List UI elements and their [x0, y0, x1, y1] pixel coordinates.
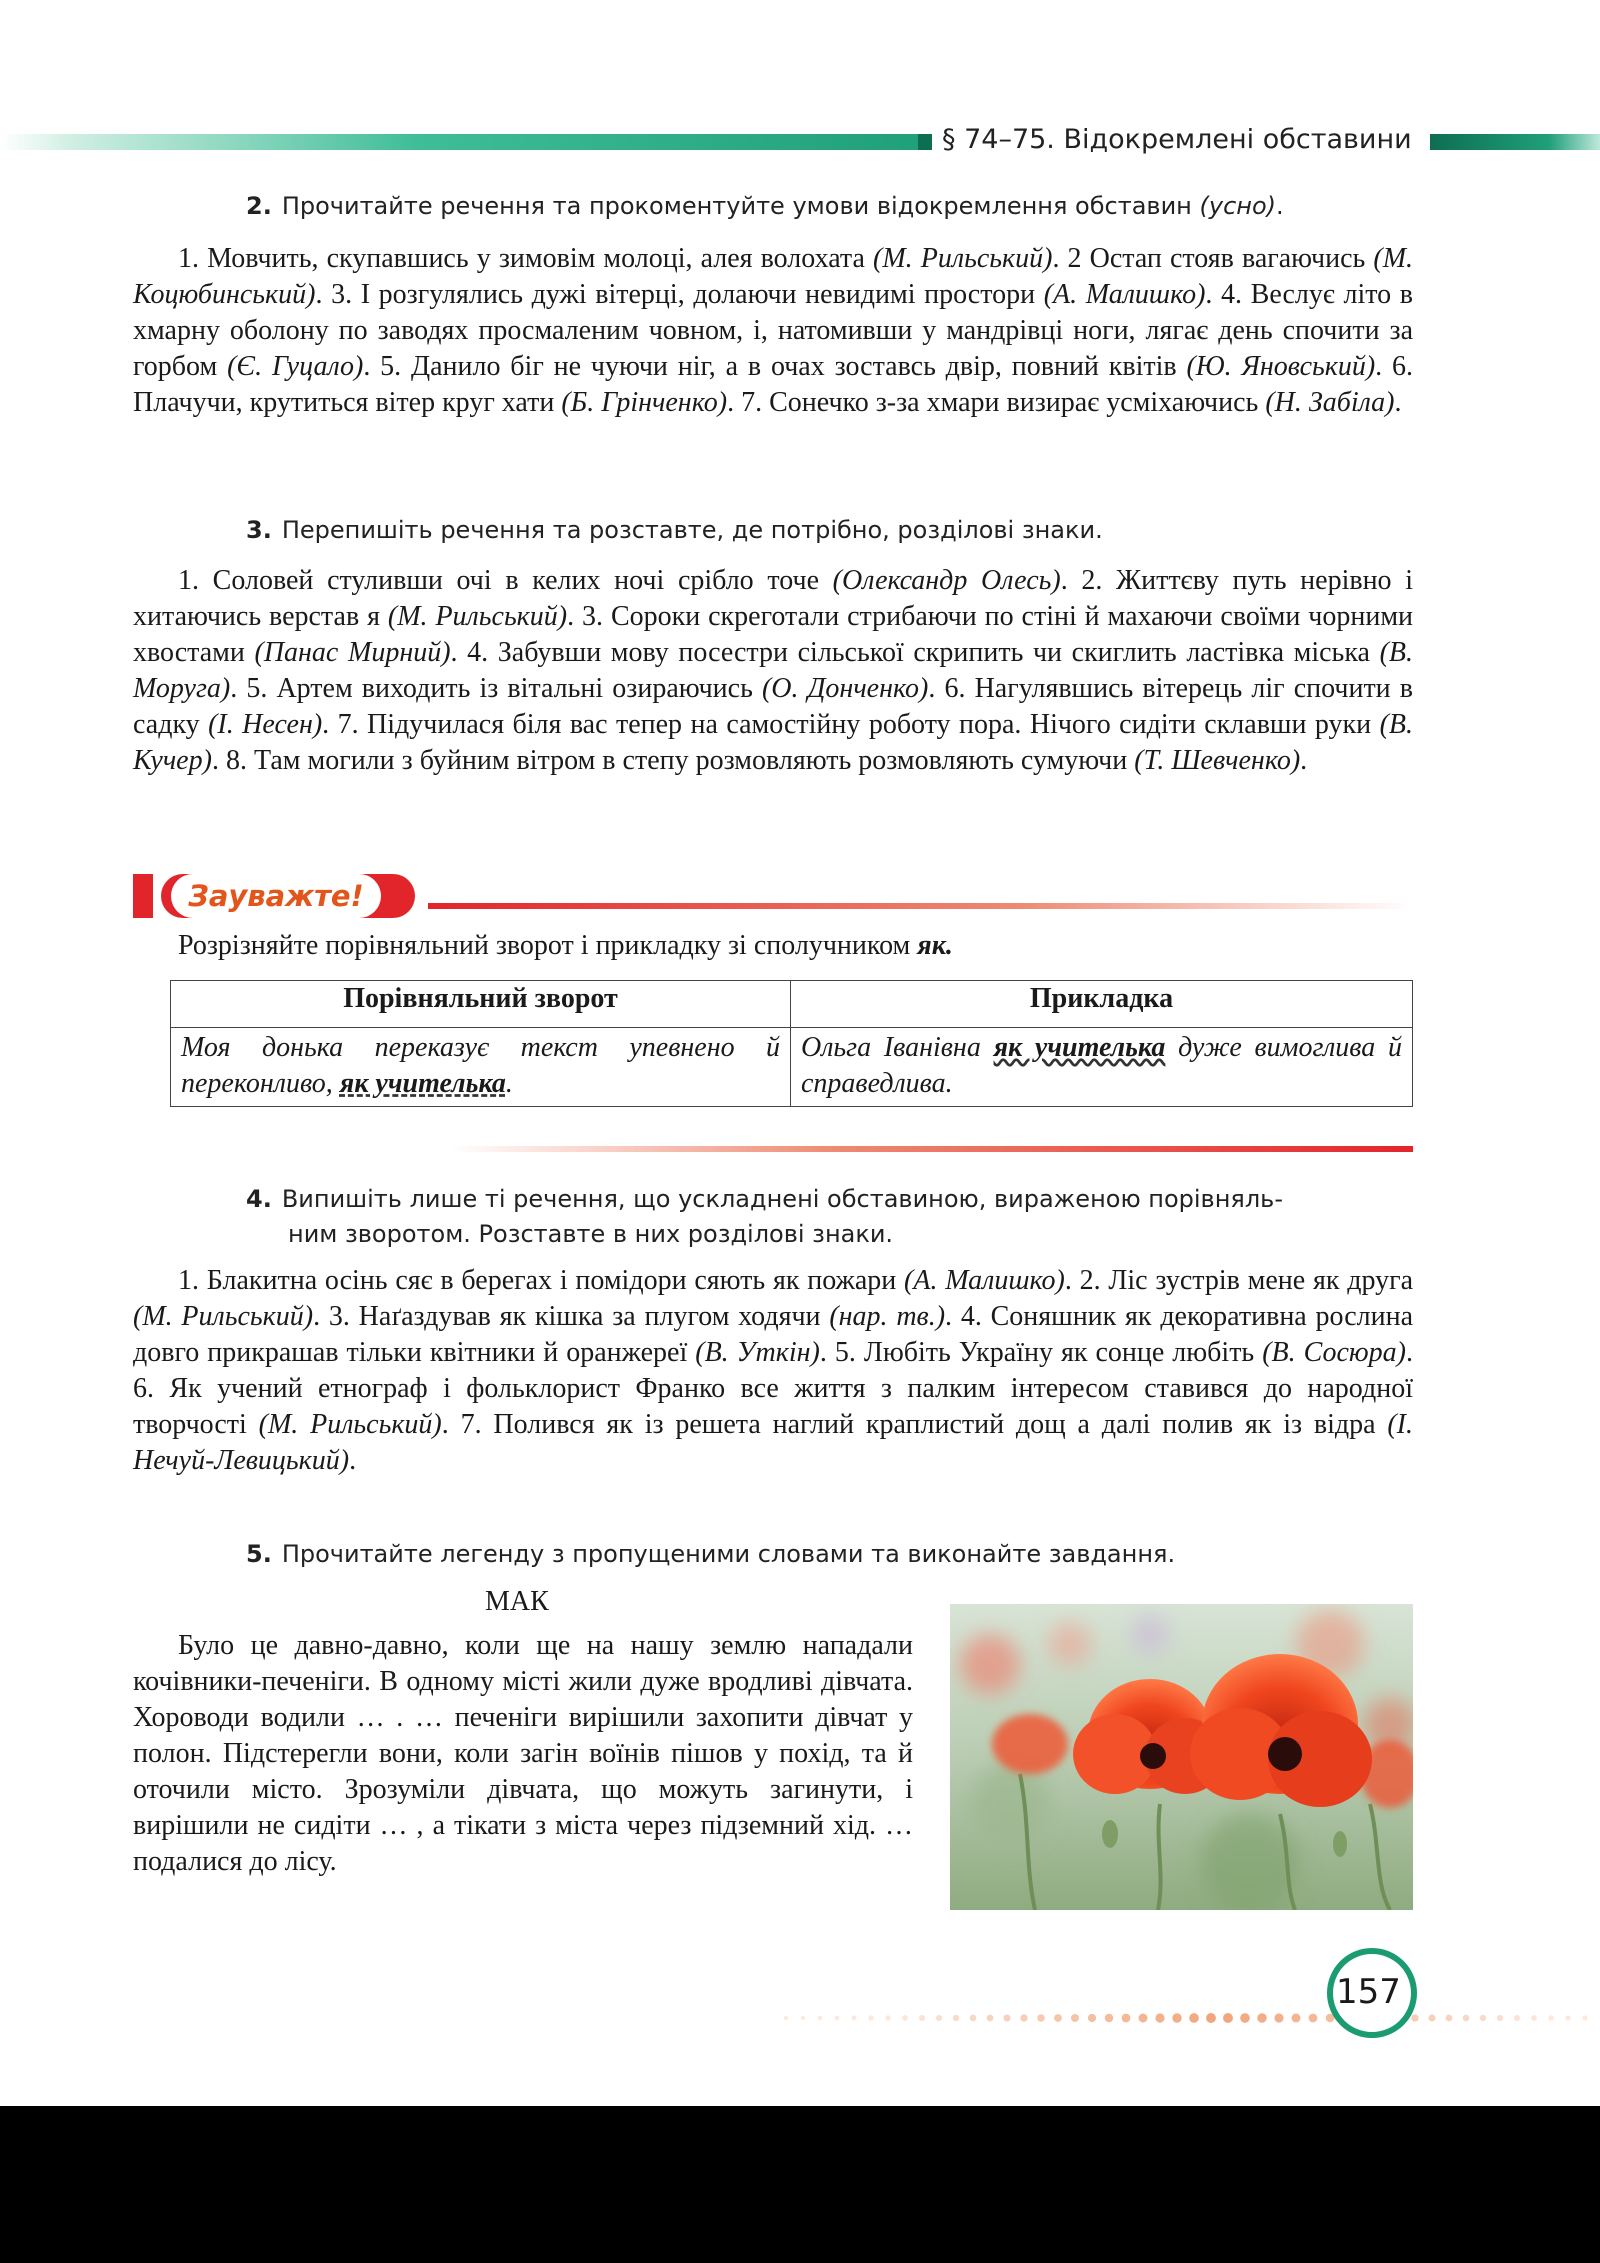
- footer-dot: [1122, 2014, 1131, 2023]
- footer-dot: [970, 2015, 977, 2022]
- task-end: .: [1276, 192, 1284, 220]
- sentence-text: 1. Соловей стуливши очі в келих ночі срібло точе: [178, 565, 833, 596]
- sentence-text: . 4. Веслує літо в хмарну оболону по заводях просмаленим човном, і, натомивши у мандрівці ноги, лягає день спочити за горбом: [133, 279, 1414, 382]
- sentence-text: . 3. І розгулялись дужі вітерці, долаючи невидимі простори: [315, 279, 1044, 310]
- cell-text: дуже вимоглива й справедлива.: [801, 1032, 1402, 1099]
- citation: (А. Малишко): [904, 1265, 1065, 1296]
- note-text: [178, 928, 953, 964]
- table-cell: [171, 1028, 791, 1107]
- sentence-text: . 8. Там могили з буйним вітром в степу розмовляють розмовляють сумуючи: [211, 745, 1135, 776]
- note-keyword: як: [917, 930, 946, 961]
- task-note: (усно): [1199, 192, 1276, 220]
- footer-dot: [1088, 2014, 1096, 2022]
- footer-dot: [1155, 2013, 1164, 2022]
- footer-dot: [818, 2016, 823, 2021]
- footer-dot: [1565, 2015, 1570, 2020]
- poppy-photo: [950, 1604, 1413, 1910]
- sentence-text: .: [349, 1445, 357, 1476]
- section-title: § 74–75. Відокремлені обставини: [942, 124, 1412, 155]
- header-bar-left: [0, 134, 928, 150]
- footer-dot: [1257, 2013, 1266, 2022]
- footer-dot: [1071, 2014, 1079, 2022]
- footer-dot: [1497, 2015, 1503, 2021]
- sentence-text: . 3. Сороки скреготали стрибаючи по стіні й махаючи своїми чорними хвостами: [133, 601, 1414, 668]
- note-sentence: Розрізняйте порівняльний зворот і прикладку зі сполучником: [178, 930, 911, 961]
- citation: (А. Малишко): [1043, 279, 1206, 310]
- sentence-text: . 2. Життєву путь нерівно і хитаючись верстав я: [133, 565, 1413, 632]
- legend-title: МАК: [485, 1586, 549, 1617]
- task-text: ним зворотом. Розставте в них розділові знаки.: [288, 1220, 894, 1248]
- footer-dot: [1463, 2015, 1470, 2022]
- note-divider: [428, 903, 1413, 909]
- table-row: [171, 1028, 1413, 1107]
- sentence-text: . 7. Підучилася біля вас тепер на самостійну роботу пора. Нічого сидіти склавши руки: [322, 709, 1380, 740]
- footer-dot: [936, 2015, 942, 2021]
- footer-dot: [919, 2015, 925, 2021]
- citation: (М. Коцюбинський): [133, 243, 1414, 310]
- task-3-instruction: [246, 513, 1103, 548]
- footer-dot: [868, 2015, 873, 2020]
- page-number: 157: [1336, 1972, 1401, 2012]
- header-marker: [918, 134, 932, 150]
- note-end: .: [945, 930, 953, 961]
- task-text: Прочитайте легенду з пропущеними словами та виконайте завдання.: [281, 1540, 1176, 1568]
- footer-dot: [1480, 2015, 1486, 2021]
- sentence-text: . 5. Любіть Україну як сонце любіть: [819, 1337, 1263, 1368]
- footer-dot: [784, 2016, 788, 2020]
- sentence-text: . 5. Артем виходить із вітальні озираючись: [230, 673, 762, 704]
- footer-dot: [1240, 2013, 1250, 2023]
- citation: (В. Моруга): [133, 637, 1413, 704]
- citation: (Є. Гуцало): [227, 351, 364, 382]
- sentence-text: .: [1300, 745, 1308, 776]
- note-badge: [133, 874, 415, 918]
- task-5-instruction: [246, 1537, 1175, 1572]
- footer-dot: [1172, 2013, 1181, 2022]
- sentence-text: . 6. Як учений етнограф і фольклорист Франко все життя з палким інтересом ставився до народної творчості: [133, 1337, 1413, 1440]
- citation: (М. Рильський): [133, 1301, 314, 1332]
- table-header-cell: Прикладка: [791, 981, 1413, 1028]
- footer-dot: [1037, 2014, 1045, 2022]
- footer-dot: [902, 2015, 908, 2021]
- citation: (нар. тв.): [829, 1301, 946, 1332]
- footer-dot: [1274, 2013, 1283, 2022]
- footer-dot: [1189, 2013, 1199, 2023]
- sentence-text: . 7. Полився як із решета наглий краплистий дощ а далі полив як із відра: [441, 1409, 1388, 1440]
- footer-dot: [1411, 2014, 1418, 2021]
- task-4-instruction: [246, 1182, 1283, 1252]
- sentence-text: . 6. Плачучи, крутиться вітер круг хати: [133, 351, 1414, 418]
- footer-dot: [801, 2016, 805, 2020]
- sentence-text: . 4. Соняшник як декоративна рослина довго прикрашав тільки квітники й оранжереї: [133, 1301, 1414, 1368]
- citation: (Н. Забіла): [1265, 387, 1395, 418]
- table-cell: [791, 1028, 1413, 1107]
- task-number: 4.: [246, 1185, 272, 1213]
- table-divider: [450, 1146, 1413, 1152]
- sentence-text: 1. Мовчить, скупавшись у зимовім молоці, алея волохата: [178, 243, 874, 274]
- legend-text: Було це давно-давно, коли ще на нашу землю нападали кочівники-печеніги. В одному місті жили дуже вродливі дівчата. Хороводи водили … . … печеніги вирішили захопити дівчат у полон. Підстерегли вони, коли загін воїнів пішов у похід, та й оточили місто. Зрозуміли дівчата, що можуть загинути, і вирішили не сидіти … , а тікати з міста через підземний хід. … подалися до лісу.: [133, 1630, 913, 1877]
- sentence-text: . 7. Сонечко з-за хмари визирає усміхаючись: [727, 387, 1266, 418]
- task-number: 3.: [246, 516, 272, 544]
- footer-dots: [780, 2011, 1600, 2025]
- cell-text: Моя донька переказує текст упевнено й переконливо,: [181, 1032, 780, 1099]
- footer-dot: [1582, 2015, 1587, 2020]
- citation: (М. Рильський): [873, 243, 1053, 274]
- footer-dot: [953, 2015, 959, 2021]
- task-text: Перепишіть речення та розставте, де потрібно, розділові знаки.: [281, 516, 1103, 544]
- citation: (Олександр Олесь): [832, 565, 1061, 596]
- comparison-table: [170, 980, 1413, 1107]
- sentence-text: 1. Блакитна осінь сяє в берегах і помідори сяють як пожари: [178, 1265, 905, 1296]
- citation: (Ю. Яновський): [1186, 351, 1376, 382]
- cell-text: Ольга Іванівна: [801, 1032, 994, 1063]
- citation: (М. Рильський): [258, 1409, 442, 1440]
- task-text: Випишіть лише ті речення, що ускладнені обставиною, вираженою порівняль-: [281, 1185, 1283, 1213]
- footer-dot: [1428, 2014, 1435, 2021]
- exercise-4-sentences: [133, 1263, 1413, 1479]
- footer-dot: [1514, 2015, 1520, 2021]
- footer-dot: [1054, 2014, 1062, 2022]
- task-text: Прочитайте речення та прокоментуйте умови відокремлення обставин: [281, 192, 1192, 220]
- table-header-row: [171, 981, 1413, 1028]
- task-2-instruction: [246, 189, 1284, 224]
- citation: (В. Уткін): [695, 1337, 820, 1368]
- cell-emphasis: як учителька: [993, 1032, 1166, 1063]
- footer-dot: [835, 2016, 840, 2021]
- citation: (І. Нечуй-Левицький): [133, 1409, 1414, 1476]
- sentence-text: .: [1394, 387, 1402, 418]
- footer-dot: [1531, 2015, 1537, 2021]
- note-label: Зауважте!: [171, 874, 381, 918]
- poppy-image: [950, 1604, 1413, 1910]
- sentence-text: . 5. Данило біг не чуючи ніг, а в очах зоставсь двір, повний квітів: [363, 351, 1187, 382]
- citation: (В. Кучер): [133, 709, 1413, 776]
- citation: (І. Несен): [208, 709, 323, 740]
- note-badge-pill: [161, 874, 415, 918]
- note-badge-bar: [133, 874, 153, 918]
- citation: (О. Донченко): [761, 673, 929, 704]
- task-number: 2.: [246, 192, 272, 220]
- footer-dot: [1020, 2014, 1027, 2021]
- cell-emphasis: як учителька: [339, 1068, 506, 1099]
- citation: (В. Сосюра): [1262, 1337, 1406, 1368]
- footer-dot: [885, 2015, 890, 2020]
- footer-dot: [1003, 2014, 1010, 2021]
- footer-dot: [1105, 2014, 1113, 2022]
- footer-dot: [1292, 2014, 1301, 2023]
- sentence-text: . 6. Нагулявшись вітерець ліг спочити в садку: [133, 673, 1413, 740]
- exercise-2-sentences: [133, 241, 1413, 421]
- task-number: 5.: [246, 1540, 272, 1568]
- footer-dot: [1548, 2015, 1553, 2020]
- citation: (Б. Грінченко): [561, 387, 728, 418]
- footer-dot: [1206, 2013, 1216, 2023]
- sentence-text: . 4. Забувши мову посестри сільської скрипить чи скиглить ластівка міська: [450, 637, 1380, 668]
- footer-dot: [1446, 2015, 1453, 2022]
- sentence-text: . 2. Ліс зустрів мене як друга: [1064, 1265, 1413, 1296]
- citation: (Панас Мирний): [254, 637, 451, 668]
- citation: (М. Рильський): [387, 601, 568, 632]
- citation: (Т. Шевченко): [1134, 745, 1301, 776]
- exercise-3-sentences: [133, 563, 1413, 779]
- header-bar-right: [1430, 134, 1600, 150]
- footer-dot: [851, 2015, 856, 2020]
- sentence-text: . 3. Наґаздував як кішка за плугом ходячи: [313, 1301, 830, 1332]
- footer-dot: [987, 2015, 994, 2022]
- footer-dot: [1223, 2013, 1233, 2023]
- cell-text: .: [505, 1068, 513, 1099]
- table-header-cell: Порівняльний зворот: [171, 981, 791, 1028]
- footer-dot: [1139, 2014, 1148, 2023]
- footer-dot: [1309, 2014, 1318, 2023]
- sentence-text: . 2 Остап стояв вагаючись: [1052, 243, 1374, 274]
